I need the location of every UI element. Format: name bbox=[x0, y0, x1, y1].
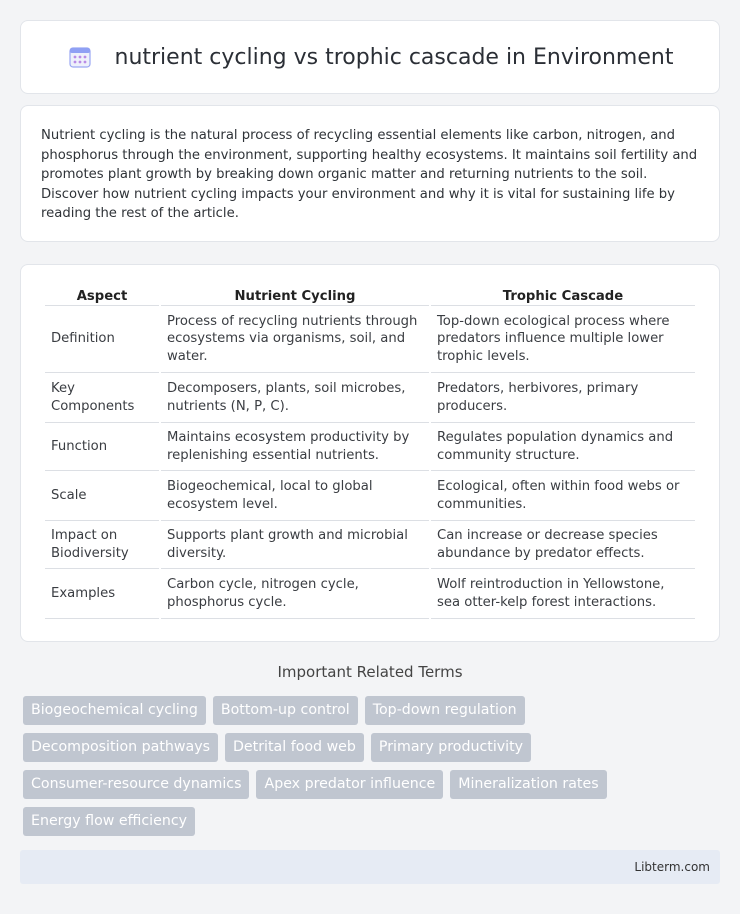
table-header-row bbox=[45, 285, 695, 306]
related-terms-list bbox=[23, 696, 703, 844]
related-term-tag[interactable]: Decomposition pathways bbox=[23, 733, 218, 762]
table-cell: Predators, herbivores, primary producers. bbox=[431, 373, 695, 423]
table-row bbox=[45, 569, 695, 619]
related-term-tag[interactable]: Energy flow efficiency bbox=[23, 807, 195, 836]
column-header-aspect: Aspect bbox=[45, 285, 159, 306]
table-cell: Definition bbox=[45, 306, 159, 373]
comparison-table bbox=[43, 285, 697, 619]
table-cell: Top-down ecological process where predators influence multiple lower trophic levels. bbox=[431, 306, 695, 373]
table-cell: Scale bbox=[45, 471, 159, 521]
related-term-tag[interactable]: Primary productivity bbox=[371, 733, 531, 762]
calendar-icon bbox=[67, 44, 93, 70]
table-row bbox=[45, 521, 695, 569]
column-header-trophic-cascade: Trophic Cascade bbox=[431, 285, 695, 306]
table-cell: Biogeochemical, local to global ecosystem level. bbox=[161, 471, 429, 521]
page-title: nutrient cycling vs trophic cascade in Environment bbox=[114, 44, 674, 70]
table-cell: Key Components bbox=[45, 373, 159, 423]
related-term-tag[interactable]: Detrital food web bbox=[225, 733, 364, 762]
table-row bbox=[45, 306, 695, 373]
related-term-tag[interactable]: Mineralization rates bbox=[450, 770, 606, 799]
footer-site-link[interactable]: Libterm.com bbox=[634, 860, 710, 874]
table-cell: Supports plant growth and microbial diversity. bbox=[161, 521, 429, 569]
table-cell: Impact on Biodiversity bbox=[45, 521, 159, 569]
table-cell: Maintains ecosystem productivity by replenishing essential nutrients. bbox=[161, 423, 429, 471]
table-cell: Regulates population dynamics and community structure. bbox=[431, 423, 695, 471]
footer-bar bbox=[20, 850, 720, 884]
column-header-nutrient-cycling: Nutrient Cycling bbox=[161, 285, 429, 306]
table-row bbox=[45, 423, 695, 471]
related-term-tag[interactable]: Bottom-up control bbox=[213, 696, 358, 725]
table-cell: Carbon cycle, nitrogen cycle, phosphorus cycle. bbox=[161, 569, 429, 619]
table-cell: Wolf reintroduction in Yellowstone, sea otter-kelp forest interactions. bbox=[431, 569, 695, 619]
related-term-tag[interactable]: Apex predator influence bbox=[256, 770, 443, 799]
table-cell: Ecological, often within food webs or communities. bbox=[431, 471, 695, 521]
intro-paragraph: Nutrient cycling is the natural process of recycling essential elements like carbon, nitrogen, and phosphorus through the environment, supporting healthy ecosystems. It maintains soil fertility and promotes plant growth by breaking down organic matter and returning nutrients to the soil. Discover how nutrient cycling impacts your environment and why it is vital for sustaining life by reading the rest of the article. bbox=[41, 128, 698, 221]
intro-card bbox=[20, 105, 720, 242]
related-term-tag[interactable]: Biogeochemical cycling bbox=[23, 696, 206, 725]
comparison-table-card bbox=[20, 264, 720, 642]
related-term-tag[interactable]: Top-down regulation bbox=[365, 696, 525, 725]
table-cell: Can increase or decrease species abundance by predator effects. bbox=[431, 521, 695, 569]
table-row bbox=[45, 471, 695, 521]
related-term-tag[interactable]: Consumer-resource dynamics bbox=[23, 770, 249, 799]
table-row bbox=[45, 373, 695, 423]
table-cell: Examples bbox=[45, 569, 159, 619]
table-cell: Process of recycling nutrients through ecosystems via organisms, soil, and water. bbox=[161, 306, 429, 373]
table-cell: Decomposers, plants, soil microbes, nutrients (N, P, C). bbox=[161, 373, 429, 423]
title-card bbox=[20, 20, 720, 94]
related-terms-heading: Important Related Terms bbox=[277, 663, 463, 681]
table-cell: Function bbox=[45, 423, 159, 471]
